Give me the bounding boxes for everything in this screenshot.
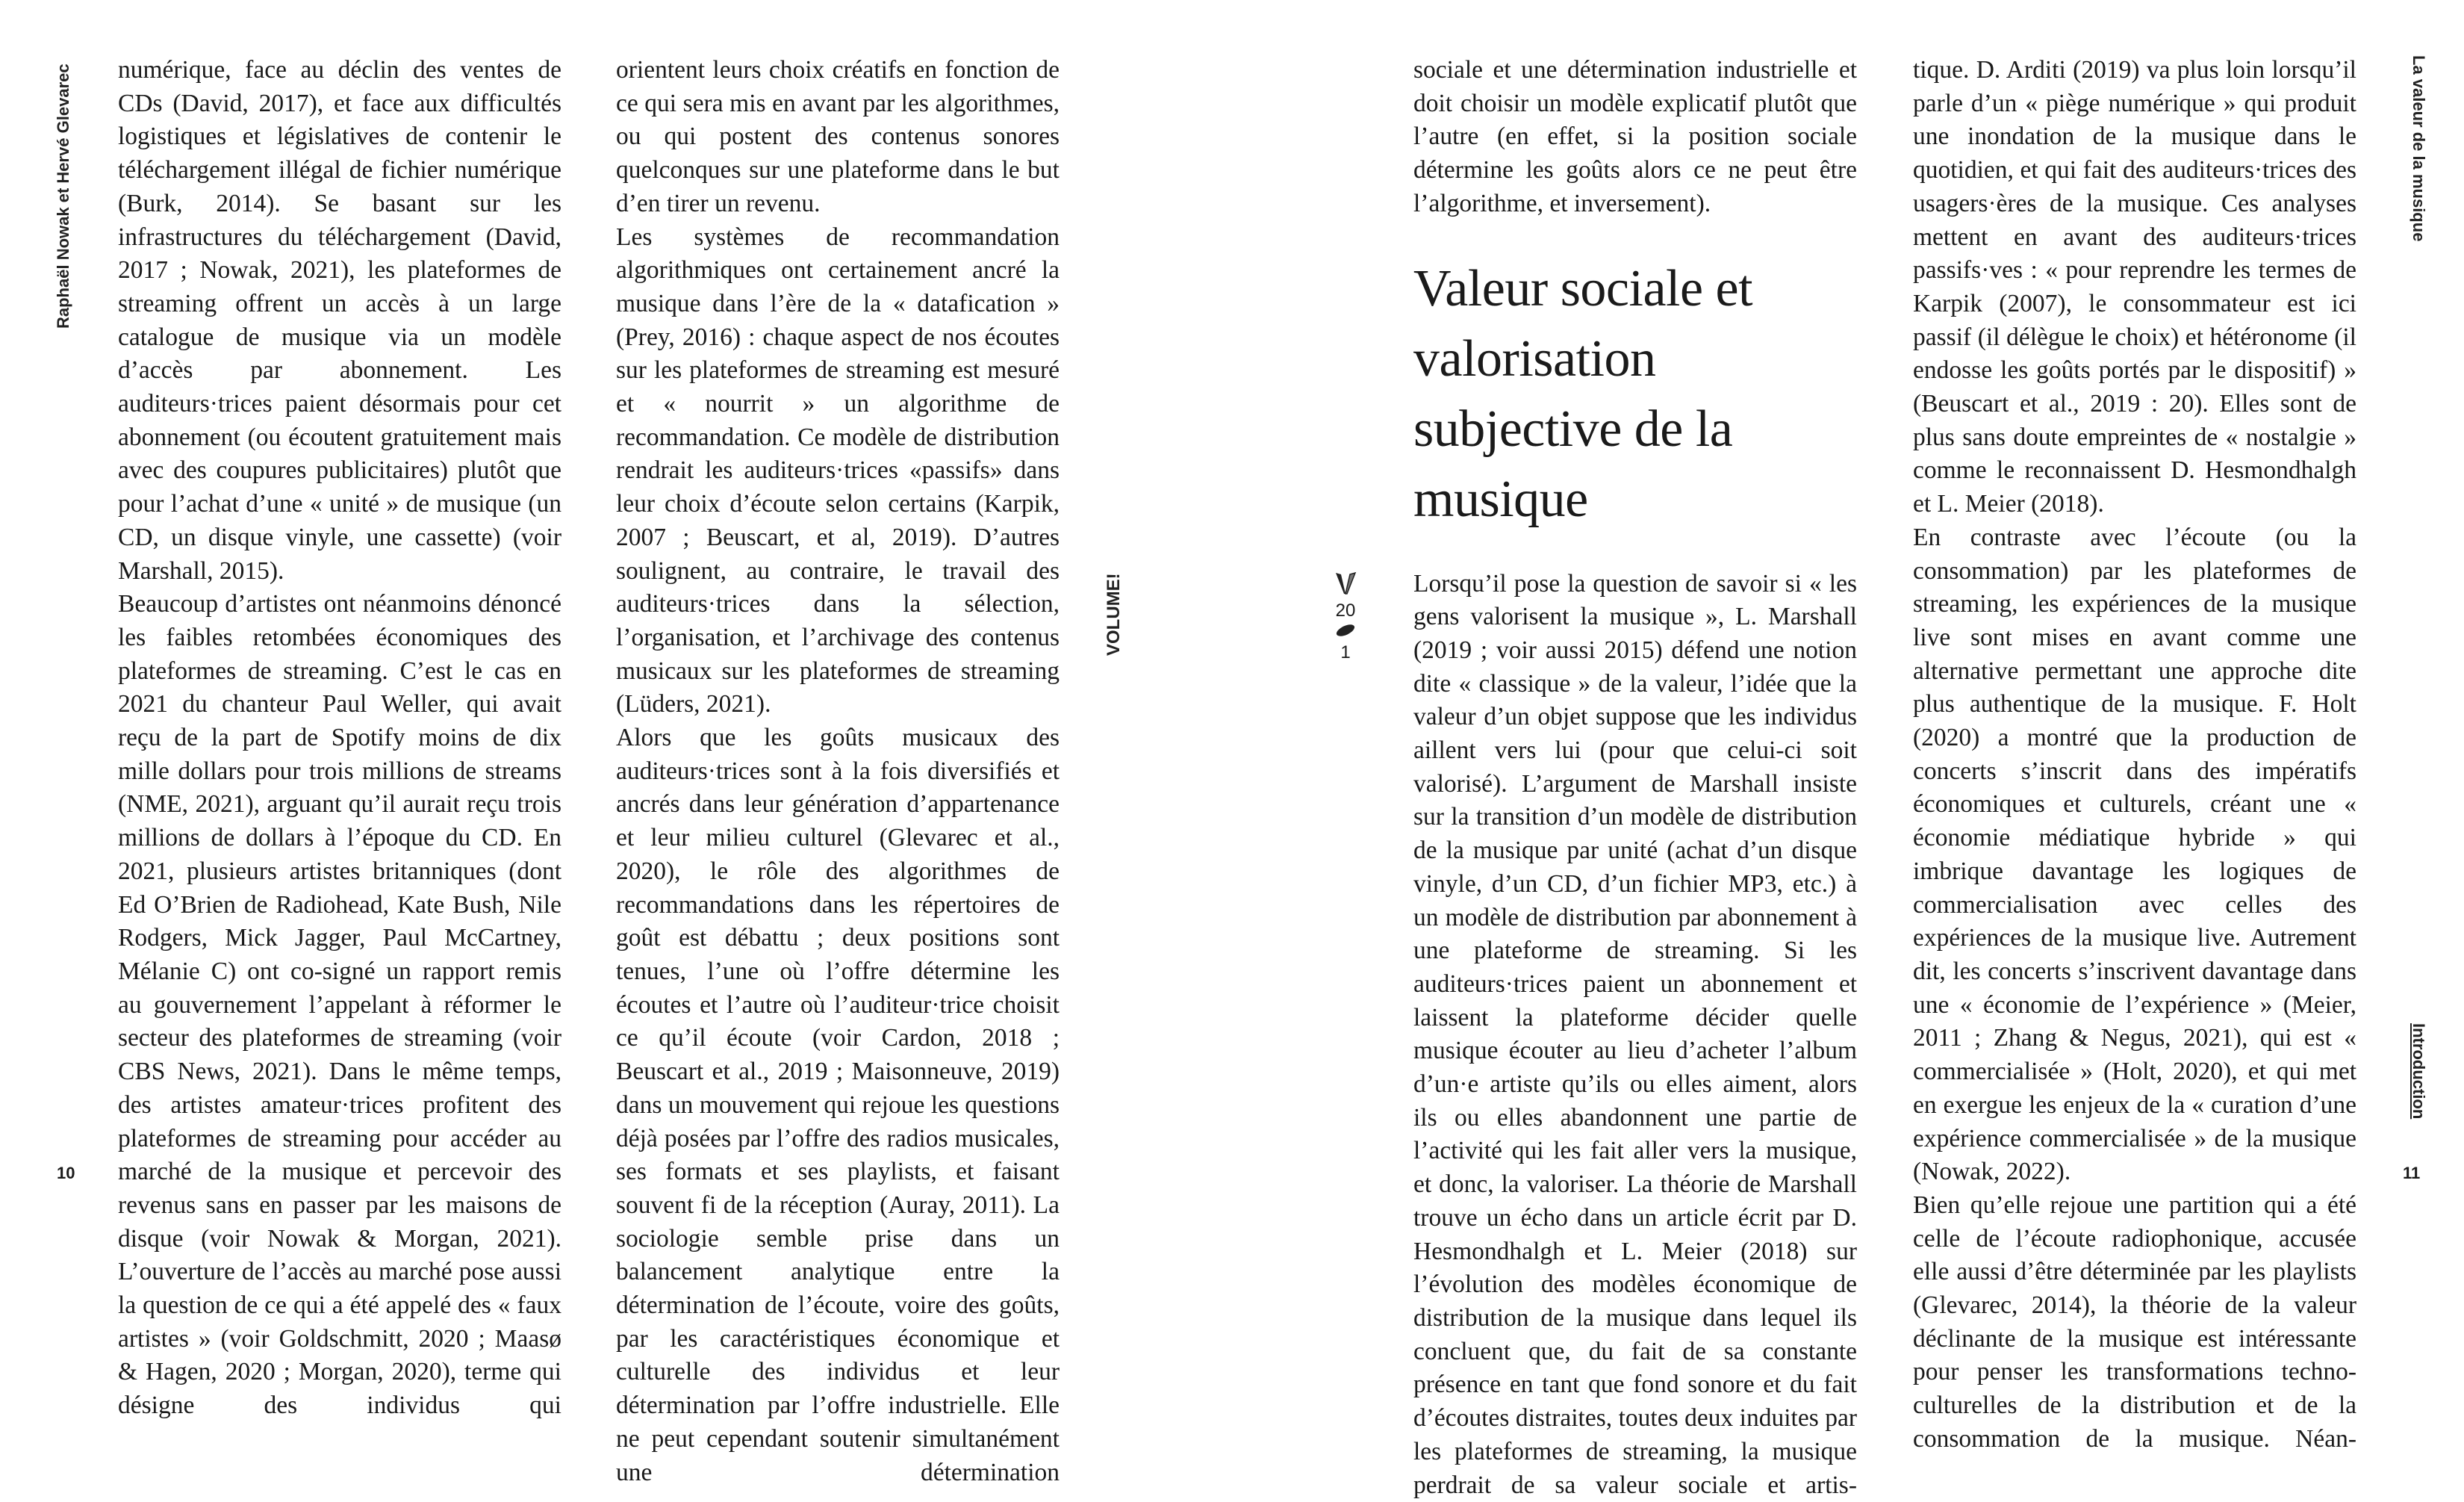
- author-running-head: Raphaël Nowak et Hervé Glevarec: [54, 63, 72, 329]
- paragraph: Alors que les goûts musicaux des auditeurs·trices sont à la fois diversifiés et ancrés dans leur génération d’appartenance et leur milieu culturel (Glevarec et al., 2020), le rôle des algorithmes de recommandations dans les répertoires de goût est débattu ; deux positions sont tenues, l’une où l’offre détermine les écoutes et l’autre où l’auditeur·trice choisit ce qu’il écoute (voir Cardon, 2018 ; Beuscart et al., 2019 ; Maisonneuve, 2019) dans un mouvement qui rejoue les questions déjà posées par l’offre des radios musicales, ses formats et ses playlists, et faisant souvent fi de la réception (Auray, 2011). La sociologie semble prise dans un balancement analytique entre la détermination de l’écoute, voire des goûts, par les caractéristiques économique et culturelle des individus et leur détermination par l’offre industrielle. Elle ne peut cependant soutenir simultanément une détermination: [616, 724, 1060, 1486]
- volume-logo-icon: [1334, 571, 1357, 595]
- paragraph: Beaucoup d’artistes ont néanmoins dénoncé les faibles retombées économiques des plateformes de streaming. C’est le cas en 2021 du chanteur Paul Weller, qui avait reçu de la part de Spotify moins de dix mille dollars pour trois millions de streams (NME, 2021), arguant qu’il aurait reçu trois millions de dollars à l’époque du CD. En 2021, plusieurs artistes britanniques (dont Ed O’Brien de Radiohead, Kate Bush, Nile Rodgers, Mick Jagger, Paul McCartney, Mélanie C) ont co-signé un rapport remis au gouvernement l’appelant à réformer le secteur des plateformes de streaming (voir CBS News, 2021). Dans le même temps, des artistes amateur·trices profitent des plateformes de streaming pour accéder au marché de la musique et percevoir des revenus sans en passer par les maisons de disque (voir Nowak & Morgan, 2021). L’ouverture de l’accès au marché pose aussi la question de ce qui a été appelé des « faux artistes » (voir Goldschmitt, 2020 ; Maasø & Hagen, 2020 ; Morgan, 2020), terme qui désigne des individus qui: [118, 590, 561, 1420]
- issue-number: 1: [1340, 642, 1351, 662]
- paragraph: sociale et une détermination industrielle et doit choisir un modèle explicatif plutôt que l’autre (en effet, si la position sociale détermine les goûts alors ce ne peut être l’algorithme, et inversement).: [1413, 56, 1857, 217]
- column-3: [1413, 54, 1857, 1502]
- column-1: [118, 54, 561, 1423]
- running-title: La valeur de la musique: [2409, 55, 2428, 242]
- section-label: Introduction: [2409, 1023, 2428, 1120]
- paragraph: numérique, face au déclin des ventes de CDs (David, 2017), et face aux difficultés logistiques et législatives de contenir le téléchargement illégal de fichier numérique (Burk, 2014). Se basant sur les infrastructures du téléchargement (David, 2017 ; Nowak, 2021), les plateformes de streaming offrent un accès à un large catalogue de musique via un modèle d’accès par abonnement. Les auditeurs·trices paient désormais pour cet abonnement (ou écoutent gratuitement mais avec des coupures publicitaires) plutôt que pour l’achat d’une « unité » de musique (un CD, un disque vinyle, une cassette) (voir Marshall, 2015).: [118, 56, 561, 585]
- issue-separator-icon: [1335, 624, 1356, 637]
- section-heading: Valeur sociale et valorisation subjective de la musique: [1413, 259, 1753, 528]
- paragraph: tique. D. Arditi (2019) va plus loin lorsqu’il parle d’un « piège numérique » qui produit une inondation de la musique dans le quotidien, et qui fait des auditeurs·trices des usagers·ères de la musique. Ces analyses mettent en avant des auditeurs·trices passifs·ves : « pour reprendre les termes de Karpik (2007), le consommateur est ici passif (il délègue le choix) et hétéronome (il endosse les goûts portés par le dispositif) » (Beuscart et al., 2019 : 20). Elles sont de plus sans doute empreintes de « nostalgie » comme le reconnaissent D. Hesmondhalgh et L. Meier (2018).: [1913, 56, 2356, 518]
- journal-name: VOLUME!: [1104, 573, 1124, 656]
- paragraph: Lorsqu’il pose la question de savoir si « les gens valorisent la musique », L. Marshall (2019 ; voir aussi 2015) défend une notion dite « classique » de la valeur, l’idée que la valeur d’un objet suppose que les individus aillent vers lui (pour que celui-ci soit valorisé). L’argument de Marshall insiste sur la transition d’un modèle de distribution de la musique par unité (achat d’un disque vinyle, d’un CD, d’un fichier MP3, etc.) à un modèle de distribution par abonnement à une plateforme de streaming. Si les auditeurs·trices paient un abonnement et laissent la plateforme décider quelle musique écouter au lieu d’acheter l’album d’un·e artiste qu’ils ou elles aiment, alors ils ou elles abandonnent une partie de l’activité qui les fait aller vers la musique, et donc, la valoriser. La théorie de Marshall trouve un écho dans un article écrit par D. Hesmondhalgh et L. Meier (2018) sur l’évolution des modèles économique de distribution de la musique dans lequel ils concluent que, du fait de sa constante présence en tant que fond sonore et du fait d’écoutes distraites, toutes deux induites par les plateformes de streaming, la musique perdrait de sa valeur sociale et artis-: [1413, 569, 1857, 1499]
- paragraph: En contraste avec l’écoute (ou la consommation) par les plateformes de streaming, les expériences de la musique live sont mises en avant comme une alternative permettant une approche dite plus authentique de la musique. F. Holt (2020) a montré que la production de concerts s’inscrit dans des impératifs économiques et culturels, créant une « économie médiatique hybride » qui imbrique davantage les logiques de commercialisation avec celles des expériences de la musique live. Autrement dit, les concerts s’inscrivent davantage dans une « économie de l’expérience » (Meier, 2011 ; Zhang & Negus, 2021), qui est « commercialisée » (Holt, 2020), et qui met en exergue les enjeux de la « curation d’une expérience commercialisée » de la musique (Nowak, 2022).: [1913, 523, 2356, 1186]
- paragraph: orientent leurs choix créatifs en fonction de ce qui sera mis en avant par les algorithmes, ou qui postent des contenus sonores quelconques sur une plateforme dans le but d’en tirer un revenu.: [616, 56, 1060, 217]
- page-number-right: 11: [2403, 1164, 2421, 1182]
- volume-number: 20: [1335, 601, 1356, 621]
- page-number-left: 10: [57, 1164, 75, 1182]
- journal-logo: [1329, 571, 1362, 663]
- column-2: [616, 54, 1060, 1489]
- paragraph: Bien qu’elle rejoue une partition qui a été celle de l’écoute radiophonique, accusée elle aussi d’être déterminée par les playlists (Glevarec, 2014), la théorie de la valeur déclinante de la musique est intéressante pour penser les transformations techno-culturelles de la distribution et de la consommation de la musique. Néan-: [1913, 1191, 2356, 1453]
- column-4: [1913, 54, 2356, 1456]
- paragraph: Les systèmes de recommandation algorithmiques ont certainement ancré la musique dans l’ère de la « datafication » (Prey, 2016) : chaque aspect de nos écoutes sur les plateformes de streaming est mesuré et « nourrit » un algorithme de recommandation. Ce modèle de distribution rendrait les auditeurs·trices «passifs» dans leur choix d’écoute selon certains (Karpik, 2007 ; Beuscart, et al, 2019). D’autres soulignent, au contraire, le travail des auditeurs·trices dans la sélection, l’organisation, et l’archivage des contenus musicaux sur les plateformes de streaming (Lüders, 2021).: [616, 223, 1060, 719]
